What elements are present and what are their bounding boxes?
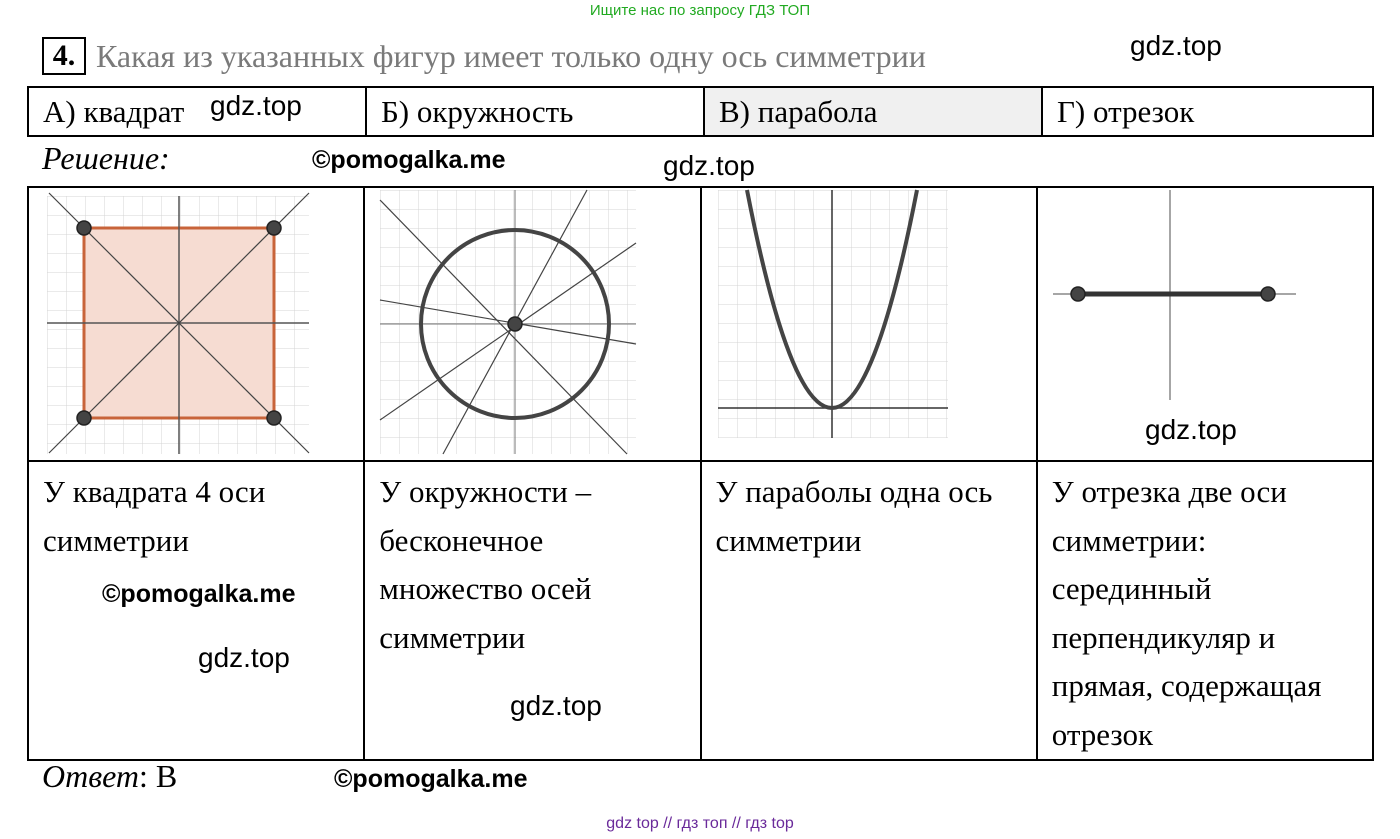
watermark-gdz: gdz.top	[1130, 30, 1222, 61]
option-b-label: Б) окружность	[381, 93, 574, 129]
option-c	[704, 87, 1042, 136]
watermark-gdz: gdz.top	[510, 690, 602, 721]
answer-value: : В	[139, 758, 178, 794]
footer-links[interactable]: gdz top // гдз топ // гдз top	[606, 815, 794, 832]
figure-circle-cell	[364, 187, 700, 461]
answer	[42, 758, 177, 795]
circle-figure	[365, 188, 700, 460]
option-d-label: Г) отрезок	[1057, 93, 1195, 129]
square-description	[28, 461, 364, 760]
square-figure	[29, 188, 364, 460]
parabola-description-text: У параболы одна ось симметрии	[715, 474, 993, 558]
task-number: 4.	[42, 37, 86, 75]
watermark-pomogalka: ©pomogalka.me	[334, 765, 528, 793]
figure-parabola-cell	[701, 187, 1037, 461]
watermark-gdz: gdz.top	[1145, 414, 1237, 445]
solution-label: Решение:	[42, 140, 170, 176]
task-question: Какая из указанных фигур имеет только одну ось симметрии	[96, 38, 926, 74]
option-a	[28, 87, 366, 136]
option-d	[1042, 87, 1373, 136]
parabola-figure	[702, 188, 1037, 460]
square-description-text: У квадрата 4 оси симметрии	[43, 474, 266, 558]
circle-description-text: У окружности – бесконечное множество осей симметрии	[379, 474, 592, 655]
watermark-gdz: gdz.top	[210, 90, 302, 121]
answer-label: Ответ	[42, 758, 139, 794]
option-a-label: А) квадрат	[43, 93, 185, 129]
option-c-label: В) парабола	[719, 93, 878, 129]
segment-description-text: У отрезка две оси симметрии: серединный перпендикуляр и прямая, содержащая отрезок	[1051, 474, 1322, 752]
watermark-gdz: gdz.top	[198, 642, 290, 673]
parabola-description	[701, 461, 1037, 760]
solution-table	[27, 186, 1374, 761]
segment-description	[1037, 461, 1373, 760]
watermark-pomogalka: ©pomogalka.me	[312, 146, 506, 174]
figure-square-cell	[28, 187, 364, 461]
watermark-pomogalka: ©pomogalka.me	[102, 580, 296, 608]
search-hint[interactable]: Ищите нас по запросу ГДЗ ТОП	[589, 2, 811, 19]
option-b	[366, 87, 704, 136]
watermark-gdz: gdz.top	[657, 150, 761, 182]
